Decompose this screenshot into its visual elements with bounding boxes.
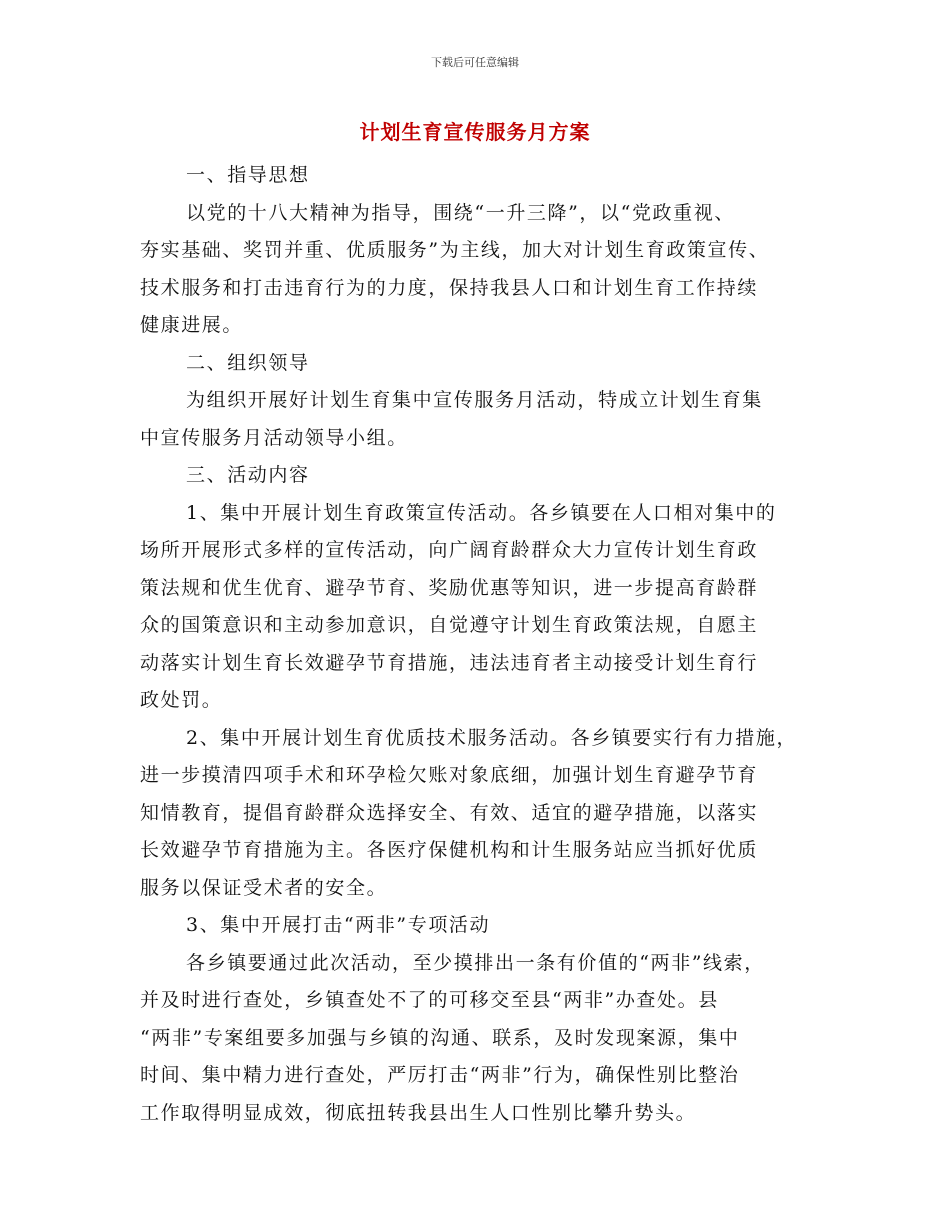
text-line: 2、集中开展计划生育优质技术服务活动。各乡镇要实行有力措施， <box>186 726 798 749</box>
text-line: 健康进展。 <box>140 314 244 336</box>
page-header: 下载后可任意编辑 <box>431 56 519 69</box>
text-line: 场所开展形式多样的宣传活动，向广阔育龄群众大力宣传计划生育政 <box>140 539 759 561</box>
text-line: 并及时进行查处，乡镇查处不了的可移交至县“两非”办查处。县 <box>140 989 719 1011</box>
document-title: 计划生育宣传服务月方案 <box>359 120 591 144</box>
text-line: 二、组织领导 <box>186 351 310 374</box>
document-body <box>140 157 830 1132</box>
text-line: 知情教育，提倡育龄群众选择安全、有效、适宜的避孕措施，以落实 <box>140 801 759 824</box>
text-line: 1、集中开展计划生育政策宣传活动。各乡镇要在人口相对集中的 <box>186 501 777 524</box>
text-line: 众的国策意识和主动参加意识，自觉遵守计划生育政策法规，自愿主 <box>140 614 759 636</box>
text-line: 以党的十八大精神为指导，围绕“一升三降”，以“党政重视、 <box>186 201 735 224</box>
text-line: 服务以保证受术者的安全。 <box>140 876 388 899</box>
text-line: 一、指导思想 <box>186 164 310 186</box>
text-line: 长效避孕节育措施为主。各医疗保健机构和计生服务站应当抓好优质 <box>140 839 759 861</box>
text-line: 动落实计划生育长效避孕节育措施，违法违育者主动接受计划生育行 <box>140 651 759 674</box>
text-line: 策法规和优生优育、避孕节育、奖励优惠等知识，进一步提高育龄群 <box>140 576 759 599</box>
text-line: 为组织开展好计划生育集中宣传服务月活动，特成立计划生育集 <box>186 389 763 411</box>
text-line: 三、活动内容 <box>186 464 310 486</box>
text-line: 进一步摸清四项手术和环孕检欠账对象底细，加强计划生育避孕节育 <box>140 764 759 786</box>
text-line: 夯实基础、奖罚并重、优质服务”为主线，加大对计划生育政策宣传、 <box>140 239 770 261</box>
text-line: 时间、集中精力进行查处，严厉打击“两非”行为，确保性别比整治 <box>140 1064 740 1086</box>
text-line: “两非”专案组要多加强与乡镇的沟通、联系，及时发现案源，集中 <box>140 1026 740 1049</box>
text-line: 技术服务和打击违育行为的力度，保持我县人口和计划生育工作持续 <box>140 276 759 299</box>
text-line: 各乡镇要通过此次活动，至少摸排出一条有价值的“两非”线索， <box>186 951 765 974</box>
text-line: 3、集中开展打击“两非”专项活动 <box>186 914 491 936</box>
text-line: 中宣传服务月活动领导小组。 <box>140 426 408 449</box>
text-line: 政处罚。 <box>140 689 223 711</box>
text-line: 工作取得明显成效，彻底扭转我县出生人口性别比攀升势头。 <box>140 1101 697 1124</box>
